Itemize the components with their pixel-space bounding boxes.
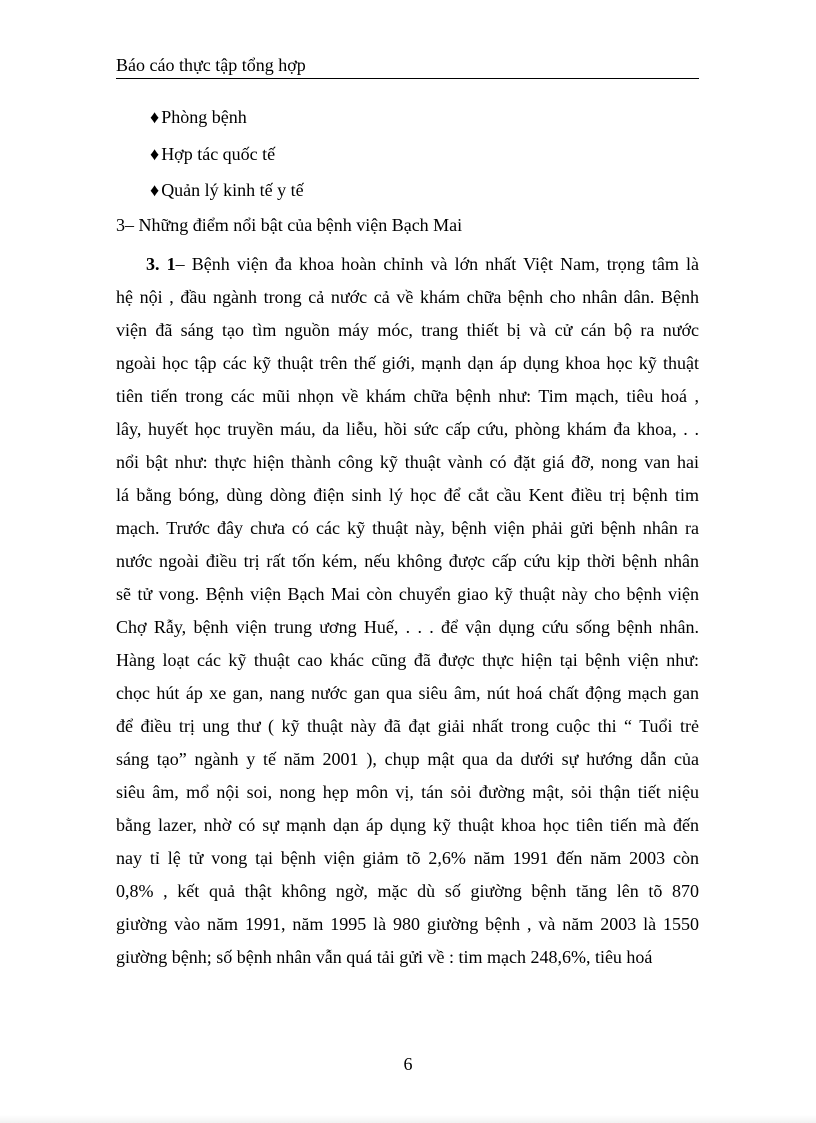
bullet-text: Quản lý kinh tế y tế [161,180,304,200]
section-title: 3– Những điểm nổi bật của bệnh viện Bạch Mai [116,215,463,235]
paragraph-line: nổi bật như: thực hiện thành công kỹ thuật vành có đặt giá đỡ, nong van hai [116,452,699,472]
paragraph-line: viện đã sáng tạo tìm nguồn máy móc, trang thiết bị và cử cán bộ ra nước [116,320,699,340]
paragraph-line: giường vào năm 1991, năm 1995 là 980 giường bệnh , và năm 2003 là 1550 [116,914,699,934]
bullet-item [150,179,304,201]
paragraph-line: nay tỉ lệ tử vong tại bệnh viện giảm tõ 2,6% năm 1991 đến năm 2003 còn [116,848,699,868]
paragraph-lead: – Bệnh viện đa khoa hoàn chỉnh và lớn nhất Việt Nam, trọng tâm là [175,254,699,274]
bullet-item [150,106,247,128]
paragraph-line: tiên tiến trong các mũi nhọn về khám chữa bệnh như: Tim mạch, tiêu hoá , [116,386,699,406]
subsection-number: 3. 1 [146,254,176,274]
paragraph-line: bằng lazer, nhờ có sự mạnh dạn áp dụng kỹ thuật khoa học tiên tiến mà đến [116,815,699,835]
paragraph-line: hệ nội , đầu ngành trong cả nước cả về khám chữa bệnh cho nhân dân. Bệnh [116,287,699,307]
diamond-bullet-icon: ♦ [150,144,160,164]
bullet-text: Phòng bệnh [161,107,247,127]
header-title: Báo cáo thực tập tổng hợp [116,55,306,75]
paragraph-line: siêu âm, mổ nội soi, nong hẹp môn vị, tán sỏi đường mật, sỏi thận tiết niệu [116,782,699,802]
paragraph-line: để điều trị ung thư ( kỹ thuật này đã đạt giải nhất trong cuộc thi “ Tuổi trẻ [116,716,699,736]
section-heading [116,214,462,236]
paragraph-line: lây, huyết học truyền máu, da liễu, hồi sức cấp cứu, phòng khám đa khoa, . . [116,419,699,439]
paragraph-line: sáng tạo” ngành y tế năm 2001 ), chụp mật qua da dưới sự hướng dẫn của [116,749,699,769]
page-bottom-edge [0,1115,816,1123]
paragraph-line: Chợ Rẫy, bệnh viện trung ương Huế, . . . để vận dụng cứu sống bệnh nhân. [116,617,699,637]
paragraph-line: 0,8% , kết quả thật không ngờ, mặc dù số giường bệnh tăng lên tõ 870 [116,881,699,901]
body-paragraph [116,252,699,978]
diamond-bullet-icon: ♦ [150,107,160,127]
paragraph-line: ngoài học tập các kỹ thuật trên thế giới, mạnh dạn áp dụng khoa học kỹ thuật [116,353,699,373]
bullet-text: Hợp tác quốc tế [161,144,276,164]
page-header [116,54,699,79]
paragraph-line: nước ngoài điều trị rất tốn kém, nếu không được cấp cứu kịp thời bệnh nhân [116,551,699,571]
paragraph-line: mạch. Trước đây chưa có các kỹ thuật này, bệnh viện phải gửi bệnh nhân ra [116,518,699,538]
bullet-item [150,143,275,165]
diamond-bullet-icon: ♦ [150,180,160,200]
paragraph-line [116,252,699,285]
paragraph-line: sẽ tử vong. Bệnh viện Bạch Mai còn chuyển giao kỹ thuật này cho bệnh viện [116,584,699,604]
page-number: 6 [403,1054,413,1074]
paragraph-line: lá bằng bóng, dùng dòng điện sinh lý học để cắt cầu Kent điều trị bệnh tim [116,485,699,505]
paragraph-line: giường bệnh; số bệnh nhân vẫn quá tải gửi về : tim mạch 248,6%, tiêu hoá [116,947,653,967]
paragraph-line: Hàng loạt các kỹ thuật cao khác cũng đã được thực hiện tại bệnh viện như: [116,650,699,670]
paragraph-line: chọc hút áp xe gan, nang nước gan qua siêu âm, nút hoá chất động mạch gan [116,683,699,703]
